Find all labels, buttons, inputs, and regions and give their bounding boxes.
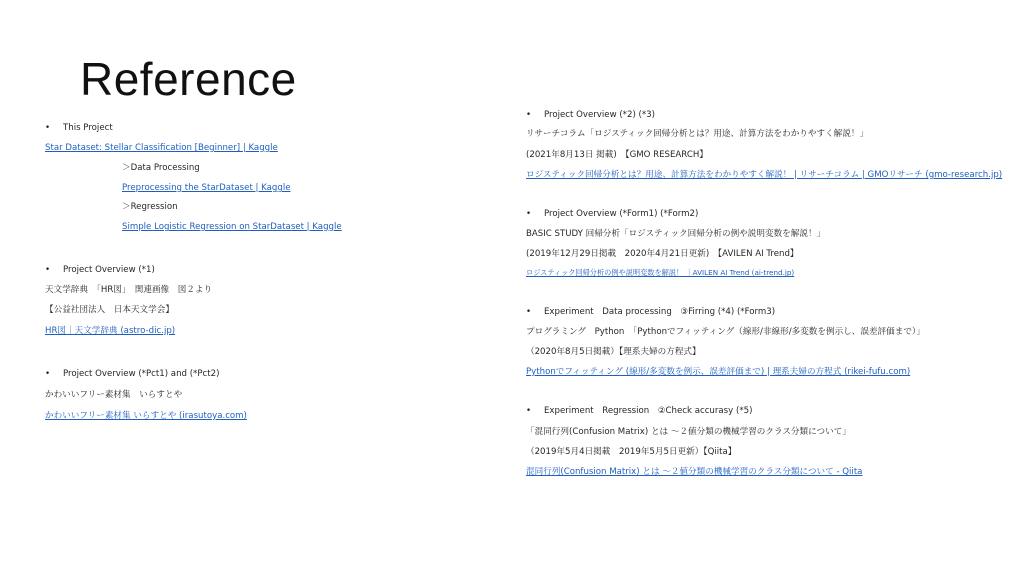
bullet-project-overview-form [526,208,698,220]
label-regression: ＞Regression [122,202,178,212]
heading-experiment-data-processing: Experiment Data processing ③Firring (*4) (*Form3) [544,307,776,317]
text-python-fitting: プログラミング Python 「Pythonでフィッティング（線形/非線形/多変数を例示し、誤差評価まで）」 [526,327,925,337]
bullet-icon: • [45,265,51,275]
heading-project-overview-pct: Project Overview (*Pct1) and (*Pct2) [63,369,220,379]
bullet-project-overview-pct [45,368,219,380]
text-astro-dictionary: 天文学辞典 「HR図」 関連画像 図２より [45,285,213,295]
link-rikei-fufu[interactable]: Pythonでフィッティング (線形/多変数を例示、誤差評価まで) | 理系夫婦の方程式 (rikei-fufu.com) [526,367,911,377]
text-gmo-column: リサーチコラム「ロジスティック回帰分析とは？用途、計算方法をわかりやすく解説！」 [526,129,869,139]
link-qiita-confusion-matrix[interactable]: 混同行列(Confusion Matrix) とは ～２値分類の機械学習のクラス分類について - Qiita [526,467,863,477]
link-hr-diagram[interactable]: HR図｜天文学辞典 (astro-dic.jp) [45,326,176,336]
link-logistic-regression-kaggle[interactable]: Simple Logistic Regression on StarDataset | Kaggle [122,222,342,232]
heading-this-project: This Project [63,123,113,133]
bullet-project-overview-2-3 [526,109,655,121]
heading-project-overview-1: Project Overview (*1) [63,265,155,275]
bullet-experiment-data-processing [526,306,775,318]
heading-experiment-regression: Experiment Regression ②Check accurasy (*5) [544,406,753,416]
heading-project-overview-2-3: Project Overview (*2) (*3) [544,110,655,120]
text-astronomical-society: 【公益社団法人 日本天文学会】 [45,305,174,315]
bullet-icon: • [45,369,51,379]
text-irasutoya: かわいいフリー素材集 いらすとや [45,390,183,400]
bullet-project-overview-1 [45,264,155,276]
label-data-processing: ＞Data Processing [122,163,200,173]
link-avilen-ai-trend[interactable]: ロジスティック回帰分析の例や説明変数を解説！ ｜AVILEN AI Trend (ai-trend.jp) [526,268,795,277]
bullet-icon: • [526,110,532,120]
slide-title: Reference [80,53,297,105]
bullet-icon: • [526,209,532,219]
text-qiita-date: （2019年5月4日掲載 2019年5月5日更新）【Qiita】 [526,447,737,457]
bullet-experiment-regression [526,405,752,417]
link-preprocessing-kaggle[interactable]: Preprocessing the StarDataset | Kaggle [122,183,291,193]
text-gmo-date: (2021年8月13日 掲載) 【GMO RESEARCH】 [526,150,708,160]
bullet-icon: • [526,406,532,416]
link-gmo-research[interactable]: ロジスティック回帰分析とは？用途、計算方法をわかりやすく解説！ | リサーチコラム | GMOリサーチ (gmo-research.jp) [526,170,1003,180]
link-irasutoya[interactable]: かわいいフリー素材集 いらすとや (irasutoya.com) [45,411,247,421]
bullet-icon: • [45,123,51,133]
heading-project-overview-form: Project Overview (*Form1) (*Form2) [544,209,699,219]
text-avilen-date: (2019年12月29日掲載 2020年4月21日更新) 【AVILEN AI Trend】 [526,249,799,259]
bullet-this-project [45,122,113,134]
bullet-icon: • [526,307,532,317]
text-avilen-study: BASIC STUDY 回帰分析「ロジスティック回帰分析の例や説明変数を解説！」 [526,229,826,239]
text-rikei-date: （2020年8月5日掲載）【理系夫婦の方程式】 [526,347,701,357]
link-star-dataset-kaggle[interactable]: Star Dataset: Stellar Classification [Beginner] | Kaggle [45,143,278,153]
text-confusion-matrix: 「混同行列(Confusion Matrix) とは ～２値分類の機械学習のクラス分類について」 [526,427,851,437]
